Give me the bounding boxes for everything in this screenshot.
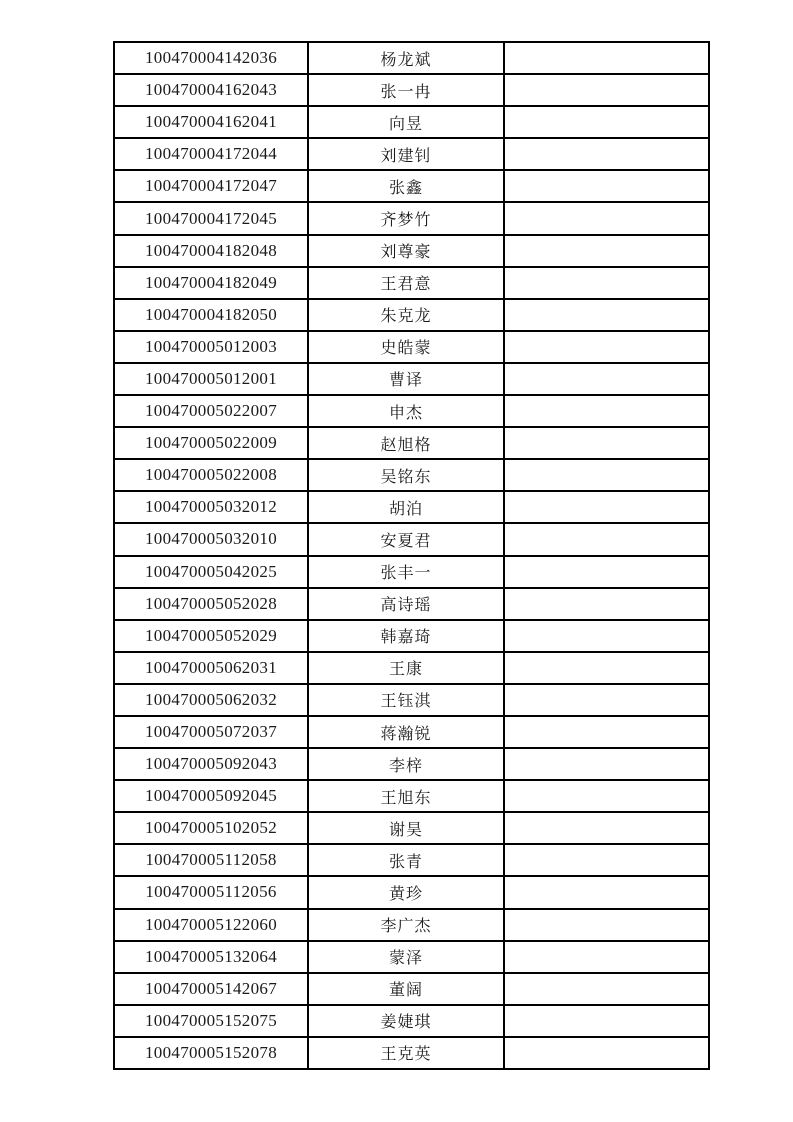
name-cell: 姜婕琪 bbox=[308, 1005, 504, 1037]
id-cell: 100470005152078 bbox=[114, 1037, 308, 1069]
roster-table bbox=[113, 41, 710, 1070]
name-cell: 杨龙斌 bbox=[308, 42, 504, 74]
empty-cell bbox=[504, 106, 709, 138]
empty-cell bbox=[504, 1005, 709, 1037]
id-cell: 100470004172047 bbox=[114, 170, 308, 202]
table-row bbox=[114, 299, 709, 331]
empty-cell bbox=[504, 331, 709, 363]
empty-cell bbox=[504, 170, 709, 202]
empty-cell bbox=[504, 491, 709, 523]
id-cell: 100470005032010 bbox=[114, 523, 308, 555]
empty-cell bbox=[504, 844, 709, 876]
name-cell: 齐梦竹 bbox=[308, 202, 504, 234]
name-cell: 董阔 bbox=[308, 973, 504, 1005]
id-cell: 100470004182050 bbox=[114, 299, 308, 331]
id-cell: 100470005132064 bbox=[114, 941, 308, 973]
table-row bbox=[114, 780, 709, 812]
name-cell: 胡泊 bbox=[308, 491, 504, 523]
name-cell: 张青 bbox=[308, 844, 504, 876]
id-cell: 100470004162041 bbox=[114, 106, 308, 138]
name-cell: 王克英 bbox=[308, 1037, 504, 1069]
table-row bbox=[114, 363, 709, 395]
id-cell: 100470005042025 bbox=[114, 556, 308, 588]
table-row bbox=[114, 331, 709, 363]
empty-cell bbox=[504, 716, 709, 748]
table-row bbox=[114, 716, 709, 748]
table-row bbox=[114, 395, 709, 427]
id-cell: 100470005062031 bbox=[114, 652, 308, 684]
id-cell: 100470005122060 bbox=[114, 909, 308, 941]
empty-cell bbox=[504, 459, 709, 491]
name-cell: 张一冉 bbox=[308, 74, 504, 106]
empty-cell bbox=[504, 395, 709, 427]
id-cell: 100470004172045 bbox=[114, 202, 308, 234]
empty-cell bbox=[504, 138, 709, 170]
id-cell: 100470005092045 bbox=[114, 780, 308, 812]
table-row bbox=[114, 620, 709, 652]
id-cell: 100470005022008 bbox=[114, 459, 308, 491]
id-cell: 100470004162043 bbox=[114, 74, 308, 106]
empty-cell bbox=[504, 876, 709, 908]
name-cell: 王康 bbox=[308, 652, 504, 684]
table-row bbox=[114, 267, 709, 299]
id-cell: 100470005022009 bbox=[114, 427, 308, 459]
empty-cell bbox=[504, 267, 709, 299]
name-cell: 申杰 bbox=[308, 395, 504, 427]
id-cell: 100470004172044 bbox=[114, 138, 308, 170]
table-row bbox=[114, 909, 709, 941]
empty-cell bbox=[504, 780, 709, 812]
table-row bbox=[114, 106, 709, 138]
name-cell: 史皓蒙 bbox=[308, 331, 504, 363]
table-row bbox=[114, 652, 709, 684]
id-cell: 100470004182048 bbox=[114, 235, 308, 267]
id-cell: 100470005052028 bbox=[114, 588, 308, 620]
id-cell: 100470005092043 bbox=[114, 748, 308, 780]
empty-cell bbox=[504, 973, 709, 1005]
empty-cell bbox=[504, 74, 709, 106]
table-row bbox=[114, 459, 709, 491]
name-cell: 向昱 bbox=[308, 106, 504, 138]
table-row bbox=[114, 202, 709, 234]
name-cell: 黄珍 bbox=[308, 876, 504, 908]
id-cell: 100470005112056 bbox=[114, 876, 308, 908]
name-cell: 刘建钊 bbox=[308, 138, 504, 170]
table-row bbox=[114, 42, 709, 74]
name-cell: 王旭东 bbox=[308, 780, 504, 812]
id-cell: 100470004182049 bbox=[114, 267, 308, 299]
table-row bbox=[114, 684, 709, 716]
id-cell: 100470005152075 bbox=[114, 1005, 308, 1037]
name-cell: 蒙泽 bbox=[308, 941, 504, 973]
name-cell: 王君意 bbox=[308, 267, 504, 299]
table-row bbox=[114, 1005, 709, 1037]
name-cell: 李梓 bbox=[308, 748, 504, 780]
table-row bbox=[114, 170, 709, 202]
empty-cell bbox=[504, 652, 709, 684]
table-row bbox=[114, 427, 709, 459]
table-row bbox=[114, 812, 709, 844]
table-row bbox=[114, 235, 709, 267]
name-cell: 李广杰 bbox=[308, 909, 504, 941]
name-cell: 高诗瑶 bbox=[308, 588, 504, 620]
empty-cell bbox=[504, 363, 709, 395]
empty-cell bbox=[504, 523, 709, 555]
name-cell: 朱克龙 bbox=[308, 299, 504, 331]
table-row bbox=[114, 844, 709, 876]
table-row bbox=[114, 556, 709, 588]
empty-cell bbox=[504, 684, 709, 716]
name-cell: 谢昊 bbox=[308, 812, 504, 844]
table-row bbox=[114, 941, 709, 973]
empty-cell bbox=[504, 42, 709, 74]
empty-cell bbox=[504, 556, 709, 588]
id-cell: 100470005012001 bbox=[114, 363, 308, 395]
name-cell: 蒋瀚锐 bbox=[308, 716, 504, 748]
table-row bbox=[114, 973, 709, 1005]
table-row bbox=[114, 876, 709, 908]
table-row bbox=[114, 588, 709, 620]
roster-table-body bbox=[114, 42, 709, 1069]
empty-cell bbox=[504, 941, 709, 973]
name-cell: 韩嘉琦 bbox=[308, 620, 504, 652]
empty-cell bbox=[504, 620, 709, 652]
empty-cell bbox=[504, 812, 709, 844]
id-cell: 100470004142036 bbox=[114, 42, 308, 74]
name-cell: 王钰淇 bbox=[308, 684, 504, 716]
empty-cell bbox=[504, 1037, 709, 1069]
table-row bbox=[114, 74, 709, 106]
name-cell: 吴铭东 bbox=[308, 459, 504, 491]
empty-cell bbox=[504, 748, 709, 780]
id-cell: 100470005052029 bbox=[114, 620, 308, 652]
empty-cell bbox=[504, 427, 709, 459]
name-cell: 刘尊豪 bbox=[308, 235, 504, 267]
table-row bbox=[114, 491, 709, 523]
empty-cell bbox=[504, 909, 709, 941]
name-cell: 赵旭格 bbox=[308, 427, 504, 459]
empty-cell bbox=[504, 299, 709, 331]
empty-cell bbox=[504, 235, 709, 267]
id-cell: 100470005062032 bbox=[114, 684, 308, 716]
empty-cell bbox=[504, 588, 709, 620]
table-row bbox=[114, 523, 709, 555]
empty-cell bbox=[504, 202, 709, 234]
id-cell: 100470005022007 bbox=[114, 395, 308, 427]
table-row bbox=[114, 1037, 709, 1069]
id-cell: 100470005142067 bbox=[114, 973, 308, 1005]
name-cell: 安夏君 bbox=[308, 523, 504, 555]
name-cell: 张丰一 bbox=[308, 556, 504, 588]
name-cell: 张鑫 bbox=[308, 170, 504, 202]
table-row bbox=[114, 138, 709, 170]
id-cell: 100470005112058 bbox=[114, 844, 308, 876]
id-cell: 100470005102052 bbox=[114, 812, 308, 844]
id-cell: 100470005012003 bbox=[114, 331, 308, 363]
name-cell: 曹译 bbox=[308, 363, 504, 395]
id-cell: 100470005072037 bbox=[114, 716, 308, 748]
table-row bbox=[114, 748, 709, 780]
id-cell: 100470005032012 bbox=[114, 491, 308, 523]
